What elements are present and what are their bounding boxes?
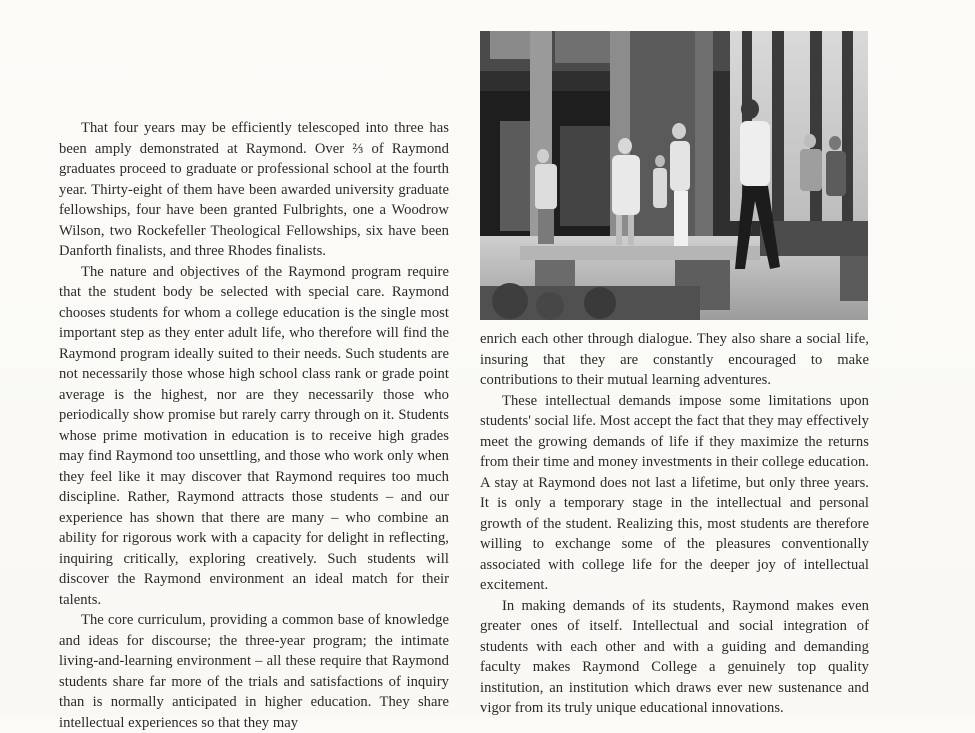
paragraph-fellowships: That four years may be efficiently telescoped into three has been amply demonstrated at Raymond. Over ⅔ of Raymond graduates proceed to graduate or professional school at the fourth year. Thirty-eight of them have been awarded university graduate fellowships, four have been granted Fulbrights, one a Woodrow Wilson, two Rockefeller Theological Fellowships, six have been Danforth finalists, and three Rhodes finalists. (59, 120, 449, 259)
left-text-column (59, 118, 449, 733)
paragraph-social-limitations: These intellectual demands impose some limitations upon students' social life. Most accept the fact that they may effectively meet the growing demands of life if they maximize the returns from their time and money investments in their college education. A stay at Raymond does not last a lifetime, but only three years. It is only a temporary stage in the intellectual and personal growth of the student. Realizing this, most students are therefore willing to exchange some of the pleasures conventionally associated with college life for the deeper joy of intellectual excitement. (480, 392, 869, 593)
right-text-column (480, 329, 869, 719)
campus-photo-icon (480, 31, 868, 320)
paragraph-institutional-demands: In making demands of its students, Raymond makes even greater ones of itself. Intellectual and social integration of students with each other and with a guiding and demanding faculty makes Raymond College a genuinely top quality institution, an institution which draws ever new sustenance and vigor from its truly unique educational innovations. (480, 597, 869, 716)
paragraph-continuation: enrich each other through dialogue. They also share a social life, insuring that they are constantly encouraged to make contributions to their mutual learning adventures. (480, 331, 869, 388)
paragraph-core-curriculum: The core curriculum, providing a common base of knowledge and ideas for discourse; the three-year program; the intimate living-and-learning environment – all these require that Raymond students share far more of the trials and satisfactions of inquiry than is normally anticipated in higher education. They share intellectual experiences so that they may (59, 612, 449, 731)
paragraph-student-selection: The nature and objectives of the Raymond program require that the student body be selected with special care. Raymond chooses students for whom a college education is the single most important step as they enter adult life, who therefore will find the Raymond program ideally suited to their needs. Such students are not necessarily those whose high school class rank or grade point average is the highest, nor are they necessarily those who periodically show promise but rarely carry through on it. Students whose prime motivation in education is to receive high grades may find Raymond too unsettling, and those who work only when they feel like it may discover that Raymond requires too much discipline. Rather, Raymond attracts those students – and our experience has shown that there are many – who combine an ability for rigorous work with a capacity for delight in reflecting, inquiring critically, exploring creatively. Such students will discover the Raymond environment an ideal match for their talents. (59, 263, 449, 608)
